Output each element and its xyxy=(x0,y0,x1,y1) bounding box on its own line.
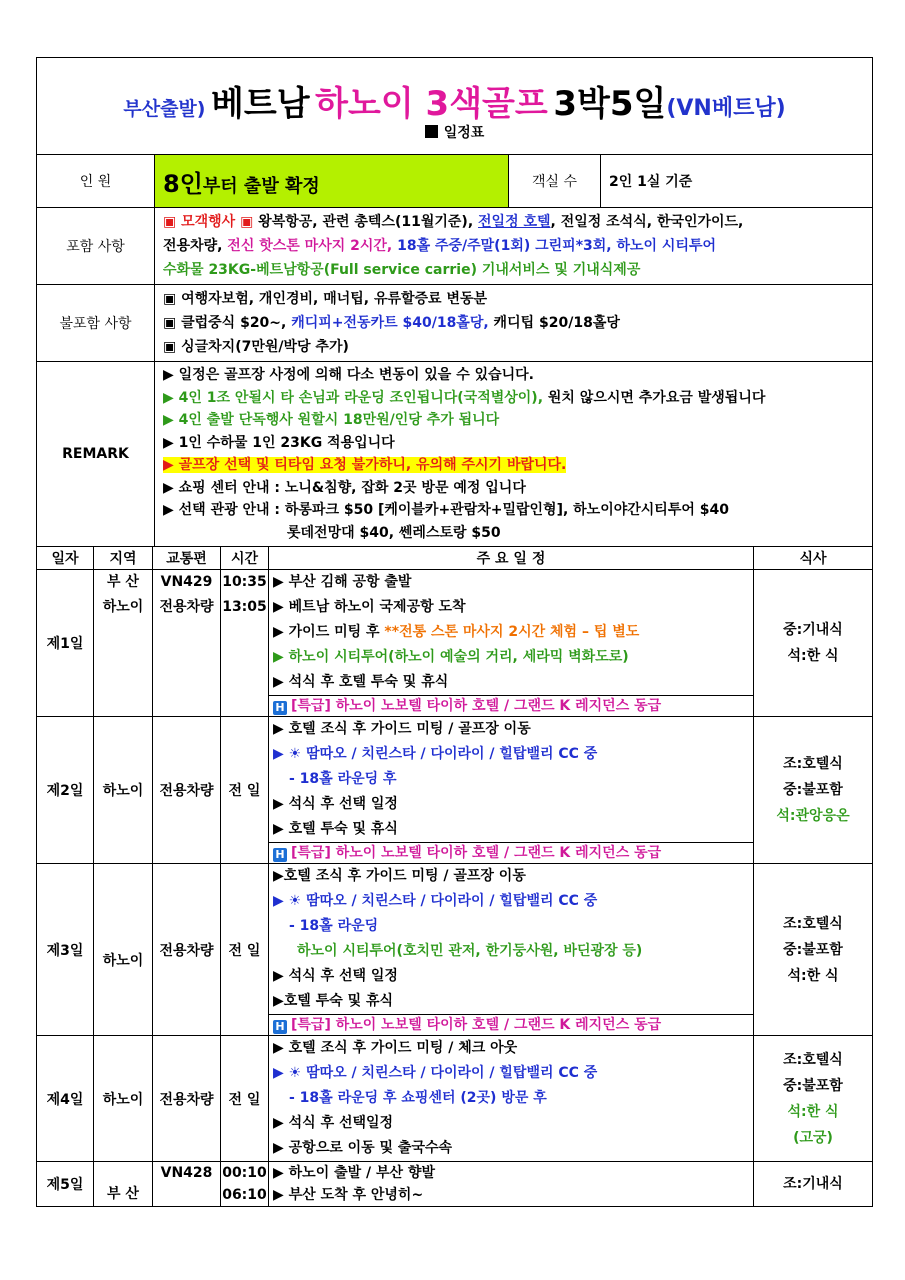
excluded-content: ▣ 여행자보험, 개인경비, 매너팁, 유류할증료 변동분 ▣ 클럽중식 $20~, 캐디피+전동카트 $40/18홀당, 캐디팁 $20/18홀당 ▣ 싱글차지(7만원/박당 추가) xyxy=(155,285,873,362)
title-prefix: 부산출발) xyxy=(123,98,206,120)
page-title xyxy=(37,76,872,125)
itinerary-sheet xyxy=(36,57,872,1207)
title-block xyxy=(37,58,873,155)
schedule-header-row: 일자 지역 교통편 시간 주 요 일 정 식사 xyxy=(37,547,873,570)
included-content: ▣ 모객행사 ▣ 왕복항공, 관련 총텍스(11월기준), 전일정 호텔, 전일정 조석식, 한국인가이드, 전용차량, 전신 핫스톤 마사지 2시간, 18홀 주중/주말(1회) 그린피*3회, 하노이 시티투어 수화물 23KG-베트남항공(Full service carrie) 기내서비스 및 기내식제공 xyxy=(155,208,873,285)
subtitle: 일정표 xyxy=(37,122,872,142)
day5-items: ▶ 하노이 출발 / 부산 향발 ▶ 부산 도착 후 안녕히~ xyxy=(269,1162,754,1207)
hotel-icon: H xyxy=(273,848,287,862)
day5-row: 제5일 부 산 VN428 00:10 06:10 ▶ 하노이 출발 / 부산 향발 ▶ 부산 도착 후 안녕히~ 조:기내식 xyxy=(37,1162,873,1207)
square-bullet-icon xyxy=(425,125,438,138)
hotel-icon: H xyxy=(273,701,287,715)
room-value: 2인 1실 기준 xyxy=(601,155,873,208)
title-part3: 3박5일 xyxy=(553,84,667,124)
day4-row: 제4일 하노이 전용차량 전 일 ▶ 호텔 조식 후 가이드 미팅 / 체크 아웃 ▶ ☀ 땀따오 / 치린스타 / 다이라이 / 힐탑밸리 CC 중 - 18홀 라운딩 후 쇼핑센터 (2곳) 방문 후 ▶ 석식 후 선택일정 ▶ 공항으로 이동 및 출국수속 조:호텔식 중:불포함 석:한 식 (고궁) xyxy=(37,1036,873,1162)
excluded-label: 불포함 사항 xyxy=(37,285,155,362)
day4-items: ▶ 호텔 조식 후 가이드 미팅 / 체크 아웃 ▶ ☀ 땀따오 / 치린스타 / 다이라이 / 힐탑밸리 CC 중 - 18홀 라운딩 후 쇼핑센터 (2곳) 방문 후 ▶ 석식 후 선택일정 ▶ 공항으로 이동 및 출국수속 xyxy=(269,1036,754,1162)
title-suffix: (VN베트남) xyxy=(666,96,786,121)
day2-items: ▶ 호텔 조식 후 가이드 미팅 / 골프장 이동 ▶ ☀ 땀따오 / 치린스타 / 다이라이 / 힐탑밸리 CC 중 - 18홀 라운딩 후 ▶ 석식 후 선택 일정 ▶ 호텔 투숙 및 휴식 H [특급] 하노이 노보텔 타이하 호텔 / 그랜드 K 레지던스 동급 xyxy=(269,717,754,864)
title-part1: 베트남 xyxy=(211,84,310,124)
header-table xyxy=(36,57,873,547)
title-part2: 하노이 3색골프 xyxy=(315,84,548,124)
day2-row: 제2일 하노이 전용차량 전 일 ▶ 호텔 조식 후 가이드 미팅 / 골프장 이동 ▶ ☀ 땀따오 / 치린스타 / 다이라이 / 힐탑밸리 CC 중 - 18홀 라운딩 후 ▶ 석식 후 선택 일정 ▶ 호텔 투숙 및 휴식 H [특급] 하노이 노보텔 타이하 호텔 / 그랜드 K 레지던스 동급 조:호텔식 중:불포함 석:관앙응온 xyxy=(37,717,873,864)
people-value: 8인부터 출발 확정 xyxy=(155,155,509,208)
remark-content: ▶ 일정은 골프장 사정에 의해 다소 변동이 있을 수 있습니다. ▶ 4인 1조 안될시 타 손님과 라운딩 조인됩니다(국적별상이), 원치 않으시면 추가요금 발생됩니다 ▶ 4인 출발 단독행사 원할시 18만원/인당 추가 됩니다 ▶ 1인 수하물 1인 23KG 적용입니다 ▶ 골프장 선택 및 티타임 요청 불가하니, 유의해 주시기 바랍니다. ▶ 쇼핑 센터 안내 : 노니&침향, 잡화 2곳 방문 예정 입니다 ▶ 선택 관광 안내 : 하롱파크 $50 [케이블카+관람차+밀랍인형], 하노이야간시티투어 $40 롯데전망대 $40, 쎈레스토랑 $50 xyxy=(155,362,873,547)
room-label: 객실 수 xyxy=(509,155,601,208)
hotel-icon: H xyxy=(273,1020,287,1034)
day3-row: 제3일 하노이 전용차량 전 일 ▶호텔 조식 후 가이드 미팅 / 골프장 이동 ▶ ☀ 땀따오 / 치린스타 / 다이라이 / 힐탑밸리 CC 중 - 18홀 라운딩 하노이 시티투어(호치민 관저, 한기둥사원, 바딘광장 등) ▶ 석식 후 선택 일정 ▶호텔 투숙 및 휴식 H [특급] 하노이 노보텔 타이하 호텔 / 그랜드 K 레지던스 동급 조:호텔식 중:불포함 석:한 식 xyxy=(37,864,873,1036)
day1-row: 제1일 부 산 하노이 VN429 전용차량 10:35 13:05 ▶ 부산 김해 공항 출발 ▶ 베트남 하노이 국제공항 도착 ▶ 가이드 미팅 후 **전통 스톤 마사지 2시간 체험 – 팁 별도 ▶ 하노이 시티투어(하노이 예술의 거리, 세라믹 벽화도로) ▶ 석식 후 호텔 투숙 및 휴식 H [특급] 하노이 노보텔 타이하 호텔 / 그랜드 K 레지던스 동급 중:기내식 석:한 식 xyxy=(37,570,873,717)
included-label: 포함 사항 xyxy=(37,208,155,285)
day1-items: ▶ 부산 김해 공항 출발 ▶ 베트남 하노이 국제공항 도착 ▶ 가이드 미팅 후 **전통 스톤 마사지 2시간 체험 – 팁 별도 ▶ 하노이 시티투어(하노이 예술의 거리, 세라믹 벽화도로) ▶ 석식 후 호텔 투숙 및 휴식 H [특급] 하노이 노보텔 타이하 호텔 / 그랜드 K 레지던스 동급 xyxy=(269,570,754,717)
schedule-table xyxy=(36,546,873,1207)
day3-items: ▶호텔 조식 후 가이드 미팅 / 골프장 이동 ▶ ☀ 땀따오 / 치린스타 / 다이라이 / 힐탑밸리 CC 중 - 18홀 라운딩 하노이 시티투어(호치민 관저, 한기둥사원, 바딘광장 등) ▶ 석식 후 선택 일정 ▶호텔 투숙 및 휴식 H [특급] 하노이 노보텔 타이하 호텔 / 그랜드 K 레지던스 동급 xyxy=(269,864,754,1036)
remark-label: REMARK xyxy=(37,362,155,547)
people-label: 인 원 xyxy=(37,155,155,208)
